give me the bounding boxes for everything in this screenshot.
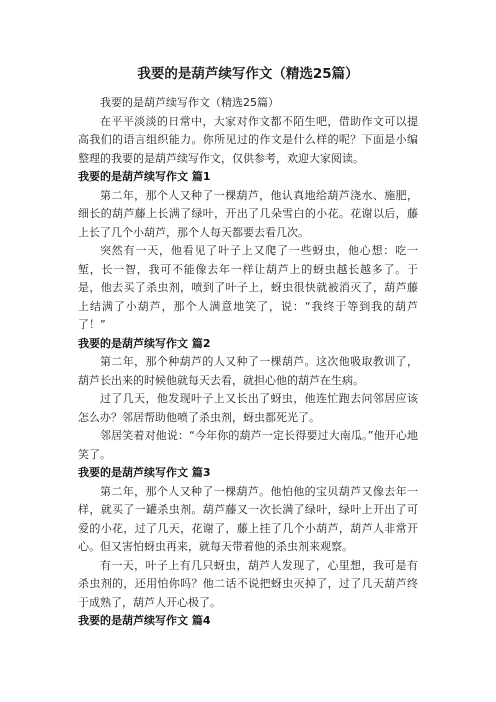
section-4 [78,612,418,631]
section-paragraph: 有一天，叶子上有几只蚜虫，葫芦人发现了，心里想，我可是有杀虫剂的，还用怕你吗？他二话不说把蚜虫灭掉了，过了几天葫芦终于成熟了，葫芦人开心极了。 [78,558,418,609]
section-1 [78,168,418,335]
section-heading: 我要的是葫芦续写作文 篇1 [78,170,211,183]
section-heading: 我要的是葫芦续写作文 篇2 [78,336,211,350]
section-paragraph: 过了几天，他发现叶子上又长出了蚜虫，他连忙跑去问邻居应该怎么办？邻居帮助他喷了杀虫剂，蚜虫都死光了。 [78,392,418,424]
section-2 [78,335,418,465]
section-paragraph: 突然有一天，他看见了叶子上又爬了一些蚜虫，他心想：吃一堑，长一智，我可不能像去年一样让葫芦上的蚜虫越长越多了。于是，他去买了杀虫剂，喷到了叶子上，蚜虫很快就被消灭了，葫芦藤上结满了小葫芦，那个人满意地笑了，说：“我终于等到我的葫芦了！” [78,244,418,331]
intro-title-line: 我要的是葫芦续写作文（精选25篇） [100,96,279,109]
section-heading: 我要的是葫芦续写作文 篇4 [78,614,211,627]
document-body [78,94,418,631]
section-paragraph: 第二年，那个种葫芦的人又种了一棵葫芦。这次他吸取教训了，葫芦长出来的时候他就每天去看，就担心他的葫芦在生病。 [78,355,418,387]
section-paragraph: 第二年，那个人又种了一棵葫芦。他怕他的宝贝葫芦又像去年一样，就买了一罐杀虫剂。葫芦藤又一次长满了绿叶，绿叶上开出了可爱的小花，过了几天，花谢了，藤上挂了几个小葫芦，葫芦人非常开心。但又害怕蚜虫再来，就每天带着他的杀虫剂来观察。 [78,484,418,553]
document-title: 我要的是葫芦续写作文（精选25篇） [137,66,359,82]
section-3 [78,464,418,612]
section-heading: 我要的是葫芦续写作文 篇3 [78,466,211,479]
section-paragraph: 第二年，那个人又种了一棵葫芦，他认真地给葫芦浇水、施肥，细长的葫芦藤上长满了绿叶，开出了几朵雪白的小花。花谢以后，藤上长了几个小葫芦，那个人每天都要去看几次。 [78,188,418,239]
section-paragraph: 邻居笑着对他说：“今年你的葫芦一定长得要过大南瓜。”他开心地笑了。 [78,429,418,461]
intro-paragraph: 在平平淡淡的日常中，大家对作文都不陌生吧，借助作文可以提高我们的语言组织能力。你所见过的作文是什么样的呢？下面是小编整理的我要的是葫芦续写作文，仅供参考，欢迎大家阅读。 [78,114,418,165]
